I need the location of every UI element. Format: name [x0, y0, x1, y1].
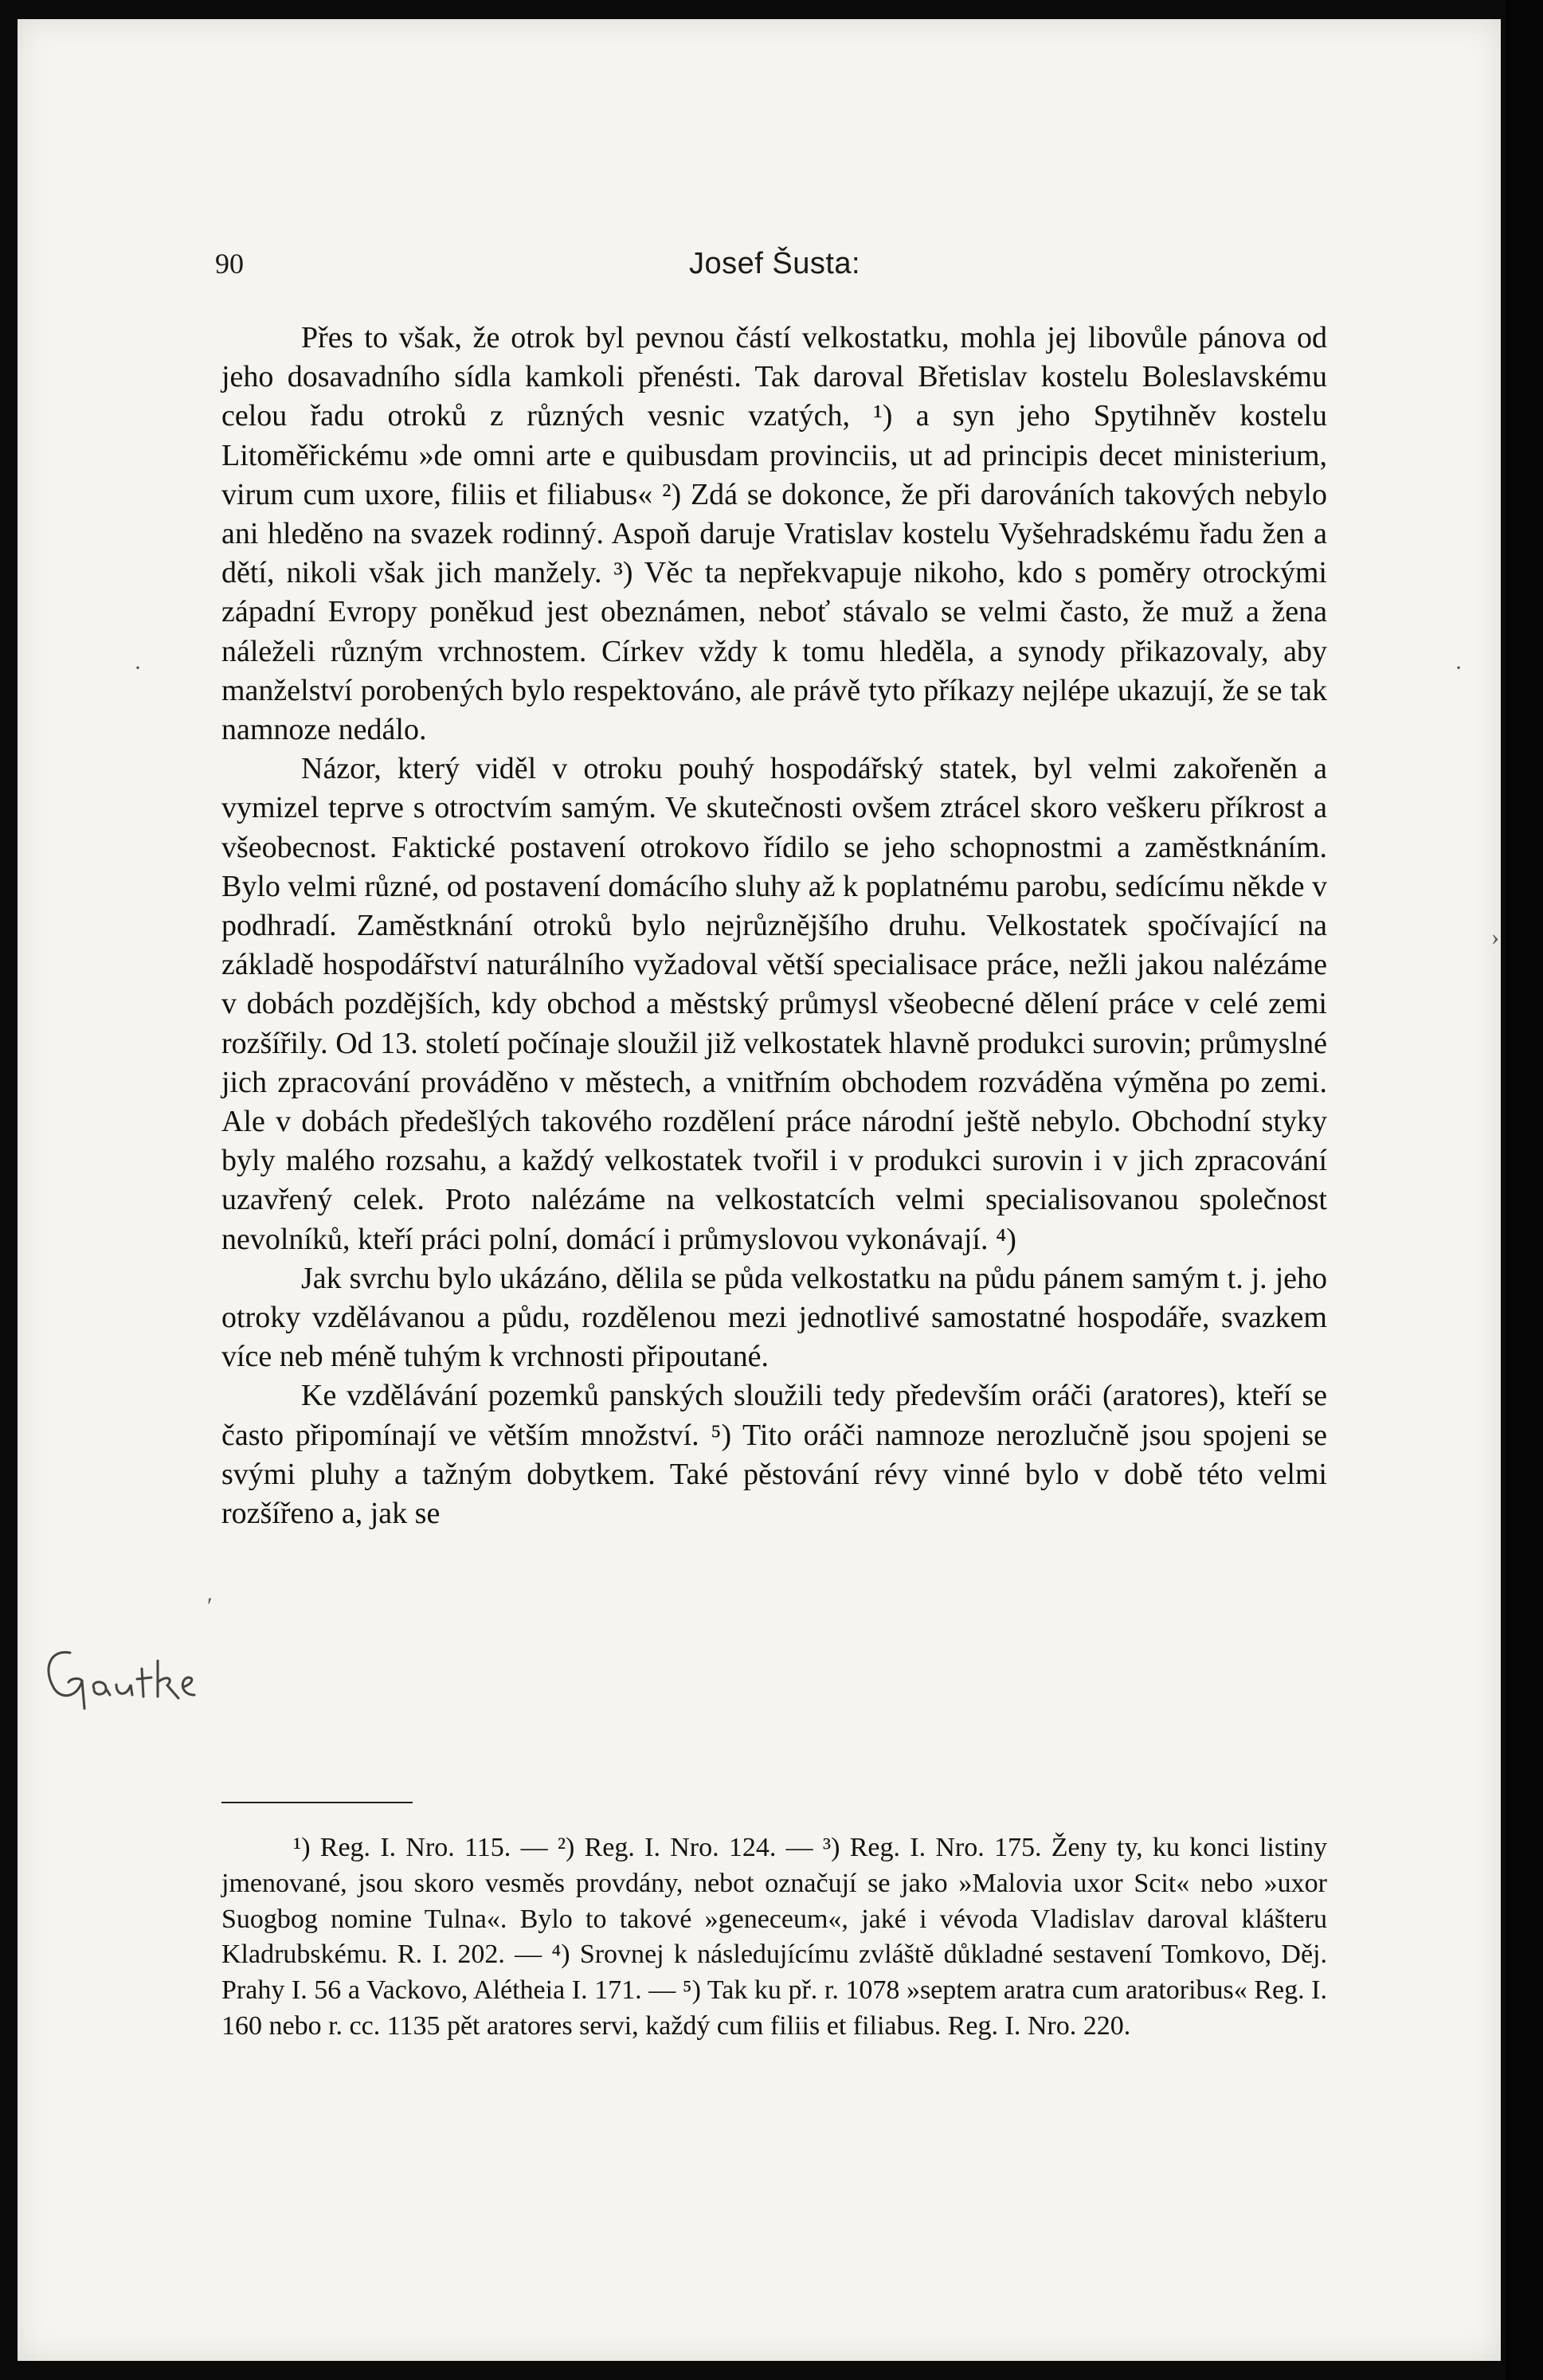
footnotes	[221, 1830, 1327, 2045]
margin-dot: ·	[134, 655, 142, 681]
page-header	[0, 247, 1543, 295]
margin-dot: ·	[1455, 655, 1463, 681]
footnote-rule	[221, 1802, 413, 1803]
scan-edge	[1506, 0, 1543, 2380]
running-head: Josef Šusta:	[689, 247, 861, 280]
body-text	[221, 319, 1327, 1533]
paragraph: Názor, který viděl v otroku pouhý hospodářský statek, byl velmi zakořeněn a vymizel teprve s otroctvím samým. Ve skutečnosti ovšem ztrácel skoro veškeru příkrost a všeobecnost. Faktické postavení otrokovo řídilo se jeho schopnostmi a zaměstknáním. Bylo velmi různé, od postavení domácího sluhy až k poplatnému parobu, sedícímu někde v podhradí. Zaměstknání otroků bylo nejrůznějšího druhu. Velkostatek spočívající na základě hospodářství naturálního vyžadoval větší specialisace práce, nežli jakou nalézáme v dobách pozdějších, kdy obchod a městský průmysl všeobecné dělení práce v celé zemi rozšířily. Od 13. století počínaje sloužil již velkostatek hlavně produkci surovin; průmyslné jich zpracování prováděno v městech, a vnitřním obchodem rozváděna výměna po zemi. Ale v dobách předešlých takového rozdělení práce národní ještě nebylo. Obchodní styky byly malého rozsahu, a každý velkostatek tvořil i v produkci surovin i v jich zpracování uzavřený celek. Proto nalézáme na velkostatcích velmi specialisovanou společnost nevolníků, kteří práci polní, domácí i průmyslovou vykonávají. ⁴)	[221, 752, 1327, 1256]
paragraph: Přes to však, že otrok byl pevnou částí velkostatku, mohla jej libovůle pánova od jeho dosavadního sídla kamkoli přenésti. Tak daroval Břetislav kostelu Boleslavskému celou řadu otroků z různých vesnic vzatých, ¹) a syn jeho Spytihněv kostelu Litoměřickému »de omni arte e quibusdam provinciis, ut ad principis decet ministerium, virum cum uxore, filiis et filiabus« ²) Zdá se dokonce, že při darováních takových nebylo ani hleděno na svazek rodinný. Aspoň daruje Vratislav kostelu Vyšehradskému řadu žen a dětí, nikoli však jich manžely. ³) Věc ta nepřekvapuje nikoho, kdo s poměry otrockými západní Evropy poněkud jest obeznámen, neboť stávalo se velmi často, že muž a žena náleželi různým vrchnostem. Církev vždy k tomu hleděla, a synody přikazovaly, aby manželství porobených bylo respektováno, ale právě tyto příkazy nejlépe ukazují, že se tak namnoze nedálo.	[221, 321, 1327, 747]
page-number: 90	[215, 248, 244, 280]
paragraph: Ke vzdělávání pozemků panských sloužili tedy především oráči (aratores), kteří se často připomínají ve větším množství. ⁵) Tito oráči namnoze nerozlučně jsou spojeni se svými pluhy a tažným dobytkem. Také pěstování révy vinné bylo v době této velmi rozšířeno a, jak se	[221, 1379, 1327, 1531]
footnote-text: ¹) Reg. I. Nro. 115. — ²) Reg. I. Nro. 124. — ³) Reg. I. Nro. 175. Ženy ty, ku konci listiny jmenované, jsou skoro vesměs provdány, nebot označují se jako »Malovia uxor Scit« nebo »uxor Suogbog nomine Tulna«. Bylo to takové »geneceum«, jaké i vévoda Vladislav daroval klášteru Kladrubskému. R. I. 202. — ⁴) Srovnej k následujícímu zvláště důkladné sestavení Tomkovo, Děj. Prahy I. 56 a Vackovo, Alétheia I. 171. — ⁵) Tak ku př. r. 1078 »septem aratra cum aratoribus« Reg. I. 160 nebo r. cc. 1135 pět aratores servi, každý cum filiis et filiabus. Reg. I. Nro. 220.	[221, 1833, 1327, 2041]
paragraph: Jak svrchu bylo ukázáno, dělila se půda velkostatku na půdu pánem samým t. j. jeho otroky vzdělávanou a půdu, rozdělenou mezi jednotlivé samostatné hospodáře, svazkem více neb méně tuhým k vrchnosti připoutané.	[221, 1261, 1327, 1374]
margin-tick: ʹ	[207, 1593, 213, 1619]
handwritten-margin-note	[38, 1633, 229, 1728]
margin-mark: ›	[1491, 924, 1499, 950]
